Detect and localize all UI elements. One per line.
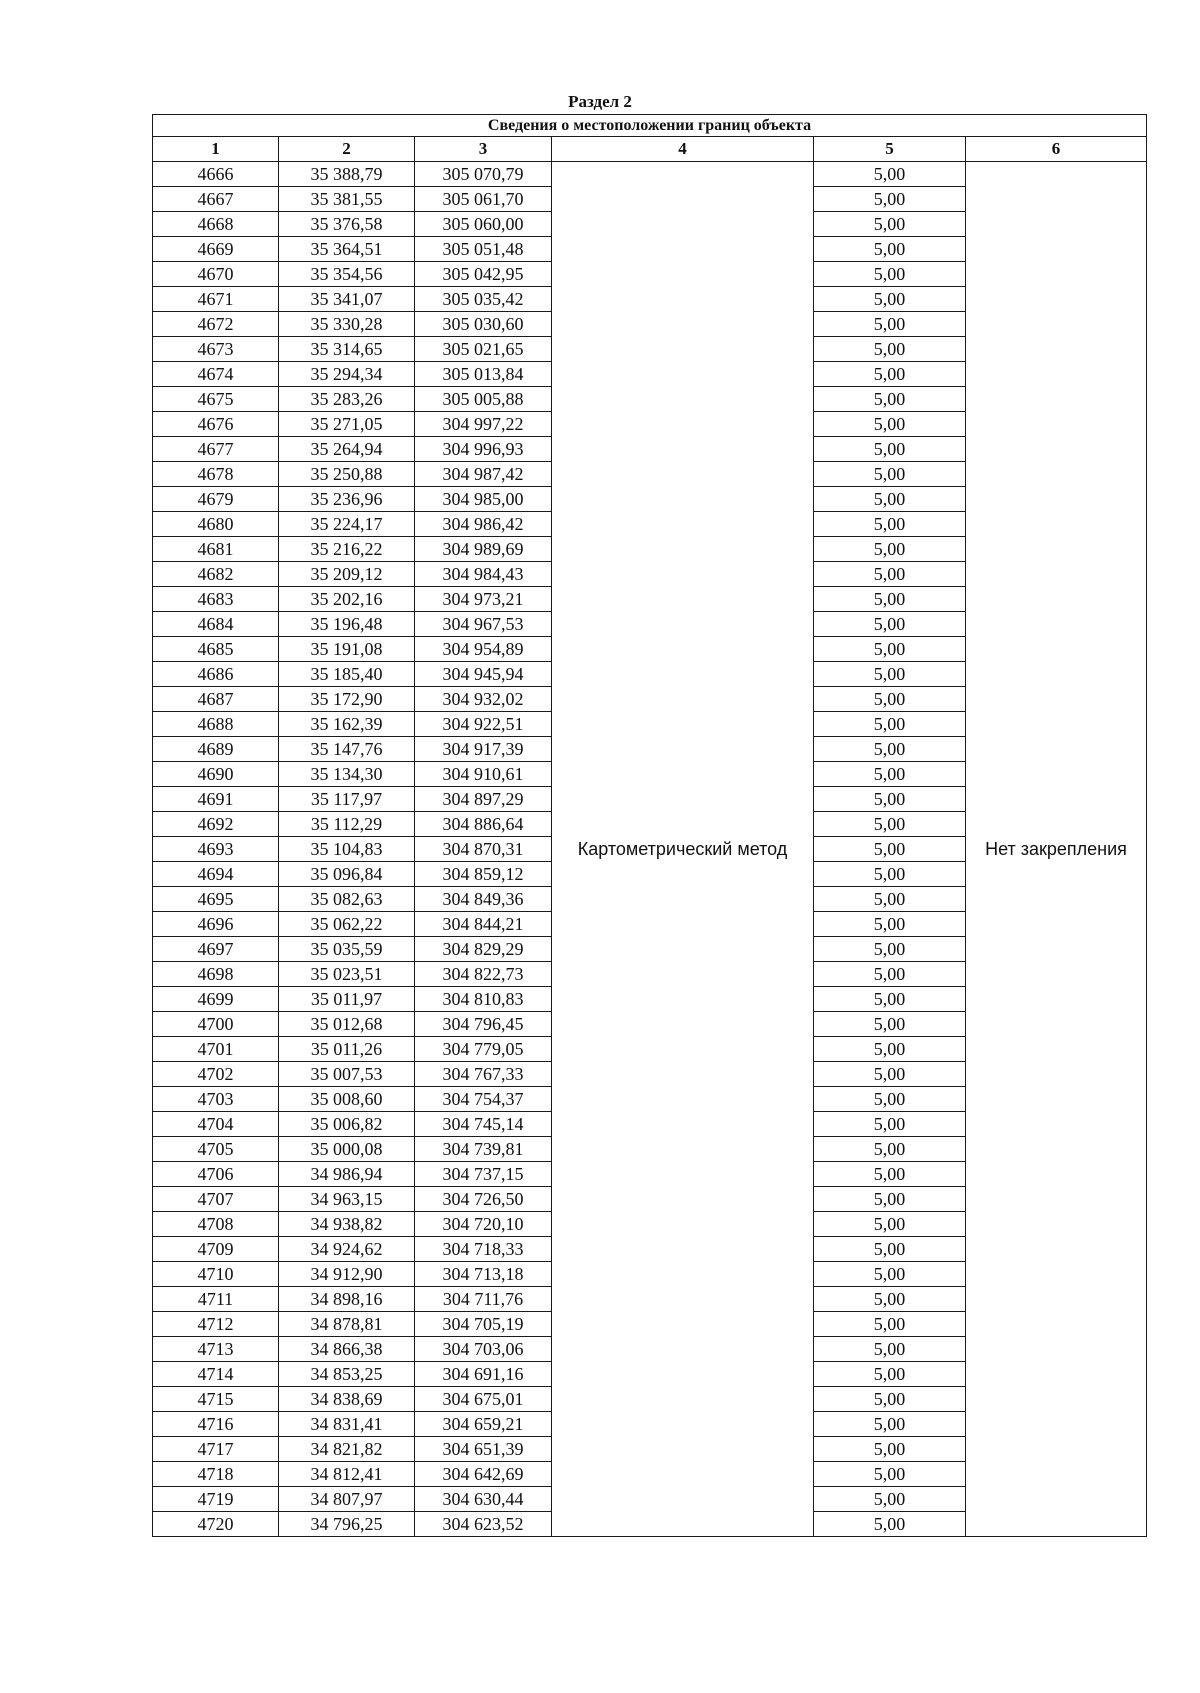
point-number-cell: 4691	[153, 787, 279, 812]
precision-cell: 5,00	[814, 637, 966, 662]
x-coordinate-cell: 35 011,26	[279, 1037, 415, 1062]
y-coordinate-cell: 304 954,89	[415, 637, 552, 662]
y-coordinate-cell: 304 739,81	[415, 1137, 552, 1162]
y-coordinate-cell: 304 659,21	[415, 1412, 552, 1437]
x-coordinate-cell: 35 023,51	[279, 962, 415, 987]
x-coordinate-cell: 35 283,26	[279, 387, 415, 412]
y-coordinate-cell: 304 705,19	[415, 1312, 552, 1337]
x-coordinate-cell: 34 924,62	[279, 1237, 415, 1262]
precision-cell: 5,00	[814, 587, 966, 612]
precision-cell: 5,00	[814, 312, 966, 337]
point-number-cell: 4687	[153, 687, 279, 712]
x-coordinate-cell: 35 172,90	[279, 687, 415, 712]
precision-cell: 5,00	[814, 887, 966, 912]
column-number-1: 1	[153, 137, 279, 162]
precision-cell: 5,00	[814, 1462, 966, 1487]
x-coordinate-cell: 35 236,96	[279, 487, 415, 512]
x-coordinate-cell: 35 202,16	[279, 587, 415, 612]
x-coordinate-cell: 35 008,60	[279, 1087, 415, 1112]
precision-cell: 5,00	[814, 1012, 966, 1037]
y-coordinate-cell: 304 987,42	[415, 462, 552, 487]
precision-cell: 5,00	[814, 212, 966, 237]
point-number-cell: 4679	[153, 487, 279, 512]
y-coordinate-cell: 305 051,48	[415, 237, 552, 262]
x-coordinate-cell: 35 364,51	[279, 237, 415, 262]
x-coordinate-cell: 35 376,58	[279, 212, 415, 237]
column-number-2: 2	[279, 137, 415, 162]
x-coordinate-cell: 35 294,34	[279, 362, 415, 387]
y-coordinate-cell: 305 042,95	[415, 262, 552, 287]
y-coordinate-cell: 304 726,50	[415, 1187, 552, 1212]
y-coordinate-cell: 304 917,39	[415, 737, 552, 762]
x-coordinate-cell: 35 006,82	[279, 1112, 415, 1137]
precision-cell: 5,00	[814, 1412, 966, 1437]
point-number-cell: 4713	[153, 1337, 279, 1362]
x-coordinate-cell: 35 035,59	[279, 937, 415, 962]
precision-cell: 5,00	[814, 912, 966, 937]
point-number-cell: 4671	[153, 287, 279, 312]
y-coordinate-cell: 304 996,93	[415, 437, 552, 462]
y-coordinate-cell: 304 932,02	[415, 687, 552, 712]
point-number-cell: 4693	[153, 837, 279, 862]
x-coordinate-cell: 34 963,15	[279, 1187, 415, 1212]
point-number-cell: 4696	[153, 912, 279, 937]
x-coordinate-cell: 34 807,97	[279, 1487, 415, 1512]
x-coordinate-cell: 34 938,82	[279, 1212, 415, 1237]
precision-cell: 5,00	[814, 937, 966, 962]
precision-cell: 5,00	[814, 687, 966, 712]
y-coordinate-cell: 304 897,29	[415, 787, 552, 812]
precision-cell: 5,00	[814, 1137, 966, 1162]
y-coordinate-cell: 305 013,84	[415, 362, 552, 387]
precision-cell: 5,00	[814, 987, 966, 1012]
precision-cell: 5,00	[814, 962, 966, 987]
section-title: Раздел 2	[568, 92, 632, 111]
x-coordinate-cell: 34 838,69	[279, 1387, 415, 1412]
precision-cell: 5,00	[814, 712, 966, 737]
y-coordinate-cell: 304 810,83	[415, 987, 552, 1012]
y-coordinate-cell: 304 691,16	[415, 1362, 552, 1387]
precision-cell: 5,00	[814, 1162, 966, 1187]
y-coordinate-cell: 304 844,21	[415, 912, 552, 937]
y-coordinate-cell: 305 061,70	[415, 187, 552, 212]
y-coordinate-cell: 304 718,33	[415, 1237, 552, 1262]
point-number-cell: 4686	[153, 662, 279, 687]
point-number-cell: 4676	[153, 412, 279, 437]
point-number-cell: 4683	[153, 587, 279, 612]
x-coordinate-cell: 35 134,30	[279, 762, 415, 787]
y-coordinate-cell: 304 985,00	[415, 487, 552, 512]
y-coordinate-cell: 304 973,21	[415, 587, 552, 612]
precision-cell: 5,00	[814, 1212, 966, 1237]
x-coordinate-cell: 34 812,41	[279, 1462, 415, 1487]
point-number-cell: 4699	[153, 987, 279, 1012]
table-body	[153, 162, 1147, 1537]
x-coordinate-cell: 35 000,08	[279, 1137, 415, 1162]
point-number-cell: 4717	[153, 1437, 279, 1462]
y-coordinate-cell: 305 030,60	[415, 312, 552, 337]
precision-cell: 5,00	[814, 162, 966, 187]
point-number-cell: 4701	[153, 1037, 279, 1062]
precision-cell: 5,00	[814, 387, 966, 412]
x-coordinate-cell: 35 117,97	[279, 787, 415, 812]
x-coordinate-cell: 35 012,68	[279, 1012, 415, 1037]
point-number-cell: 4673	[153, 337, 279, 362]
point-number-cell: 4680	[153, 512, 279, 537]
y-coordinate-cell: 304 967,53	[415, 612, 552, 637]
y-coordinate-cell: 305 035,42	[415, 287, 552, 312]
precision-cell: 5,00	[814, 537, 966, 562]
point-number-cell: 4714	[153, 1362, 279, 1387]
x-coordinate-cell: 34 898,16	[279, 1287, 415, 1312]
precision-cell: 5,00	[814, 412, 966, 437]
y-coordinate-cell: 304 779,05	[415, 1037, 552, 1062]
point-number-cell: 4685	[153, 637, 279, 662]
precision-cell: 5,00	[814, 262, 966, 287]
precision-cell: 5,00	[814, 362, 966, 387]
x-coordinate-cell: 35 250,88	[279, 462, 415, 487]
point-number-cell: 4706	[153, 1162, 279, 1187]
precision-cell: 5,00	[814, 1512, 966, 1537]
point-number-cell: 4670	[153, 262, 279, 287]
y-coordinate-cell: 304 870,31	[415, 837, 552, 862]
y-coordinate-cell: 304 986,42	[415, 512, 552, 537]
y-coordinate-cell: 304 711,76	[415, 1287, 552, 1312]
precision-cell: 5,00	[814, 1237, 966, 1262]
precision-cell: 5,00	[814, 1337, 966, 1362]
point-number-cell: 4720	[153, 1512, 279, 1537]
point-number-cell: 4695	[153, 887, 279, 912]
y-coordinate-cell: 304 886,64	[415, 812, 552, 837]
point-number-cell: 4684	[153, 612, 279, 637]
point-number-cell: 4715	[153, 1387, 279, 1412]
precision-cell: 5,00	[814, 337, 966, 362]
x-coordinate-cell: 35 082,63	[279, 887, 415, 912]
table-caption: Сведения о местоположении границ объекта	[153, 115, 1147, 137]
point-number-cell: 4705	[153, 1137, 279, 1162]
x-coordinate-cell: 35 314,65	[279, 337, 415, 362]
precision-cell: 5,00	[814, 562, 966, 587]
point-number-cell: 4677	[153, 437, 279, 462]
precision-cell: 5,00	[814, 1062, 966, 1087]
x-coordinate-cell: 35 271,05	[279, 412, 415, 437]
precision-cell: 5,00	[814, 762, 966, 787]
boundary-coordinates-table	[152, 114, 1147, 1537]
precision-cell: 5,00	[814, 1262, 966, 1287]
x-coordinate-cell: 35 062,22	[279, 912, 415, 937]
precision-cell: 5,00	[814, 1287, 966, 1312]
x-coordinate-cell: 35 112,29	[279, 812, 415, 837]
precision-cell: 5,00	[814, 737, 966, 762]
precision-cell: 5,00	[814, 1312, 966, 1337]
point-number-cell: 4672	[153, 312, 279, 337]
precision-cell: 5,00	[814, 1187, 966, 1212]
x-coordinate-cell: 34 796,25	[279, 1512, 415, 1537]
x-coordinate-cell: 34 821,82	[279, 1437, 415, 1462]
point-number-cell: 4690	[153, 762, 279, 787]
x-coordinate-cell: 35 341,07	[279, 287, 415, 312]
x-coordinate-cell: 35 354,56	[279, 262, 415, 287]
point-number-cell: 4704	[153, 1112, 279, 1137]
y-coordinate-cell: 304 703,06	[415, 1337, 552, 1362]
x-coordinate-cell: 35 381,55	[279, 187, 415, 212]
y-coordinate-cell: 304 675,01	[415, 1387, 552, 1412]
x-coordinate-cell: 35 096,84	[279, 862, 415, 887]
point-number-cell: 4694	[153, 862, 279, 887]
precision-cell: 5,00	[814, 1487, 966, 1512]
y-coordinate-cell: 305 060,00	[415, 212, 552, 237]
point-number-cell: 4669	[153, 237, 279, 262]
y-coordinate-cell: 304 910,61	[415, 762, 552, 787]
table-row	[153, 162, 1147, 187]
precision-cell: 5,00	[814, 437, 966, 462]
x-coordinate-cell: 35 209,12	[279, 562, 415, 587]
x-coordinate-cell: 35 216,22	[279, 537, 415, 562]
point-number-cell: 4716	[153, 1412, 279, 1437]
y-coordinate-cell: 305 070,79	[415, 162, 552, 187]
y-coordinate-cell: 304 796,45	[415, 1012, 552, 1037]
x-coordinate-cell: 35 185,40	[279, 662, 415, 687]
column-number-5: 5	[814, 137, 966, 162]
y-coordinate-cell: 305 005,88	[415, 387, 552, 412]
point-number-cell: 4681	[153, 537, 279, 562]
x-coordinate-cell: 35 330,28	[279, 312, 415, 337]
y-coordinate-cell: 304 767,33	[415, 1062, 552, 1087]
y-coordinate-cell: 304 737,15	[415, 1162, 552, 1187]
point-number-cell: 4675	[153, 387, 279, 412]
point-number-cell: 4668	[153, 212, 279, 237]
x-coordinate-cell: 35 104,83	[279, 837, 415, 862]
point-number-cell: 4678	[153, 462, 279, 487]
x-coordinate-cell: 35 147,76	[279, 737, 415, 762]
column-number-3: 3	[415, 137, 552, 162]
point-number-cell: 4702	[153, 1062, 279, 1087]
precision-cell: 5,00	[814, 862, 966, 887]
precision-cell: 5,00	[814, 1112, 966, 1137]
point-number-cell: 4698	[153, 962, 279, 987]
precision-cell: 5,00	[814, 487, 966, 512]
y-coordinate-cell: 304 754,37	[415, 1087, 552, 1112]
point-number-cell: 4708	[153, 1212, 279, 1237]
precision-cell: 5,00	[814, 1387, 966, 1412]
x-coordinate-cell: 34 912,90	[279, 1262, 415, 1287]
y-coordinate-cell: 304 989,69	[415, 537, 552, 562]
precision-cell: 5,00	[814, 837, 966, 862]
y-coordinate-cell: 304 822,73	[415, 962, 552, 987]
y-coordinate-cell: 304 922,51	[415, 712, 552, 737]
column-number-6: 6	[966, 137, 1147, 162]
point-number-cell: 4712	[153, 1312, 279, 1337]
y-coordinate-cell: 304 630,44	[415, 1487, 552, 1512]
x-coordinate-cell: 34 853,25	[279, 1362, 415, 1387]
column-number-4: 4	[552, 137, 814, 162]
y-coordinate-cell: 304 984,43	[415, 562, 552, 587]
precision-cell: 5,00	[814, 662, 966, 687]
x-coordinate-cell: 35 191,08	[279, 637, 415, 662]
y-coordinate-cell: 304 713,18	[415, 1262, 552, 1287]
y-coordinate-cell: 304 745,14	[415, 1112, 552, 1137]
precision-cell: 5,00	[814, 187, 966, 212]
y-coordinate-cell: 304 642,69	[415, 1462, 552, 1487]
y-coordinate-cell: 304 945,94	[415, 662, 552, 687]
precision-cell: 5,00	[814, 237, 966, 262]
x-coordinate-cell: 34 986,94	[279, 1162, 415, 1187]
point-number-cell: 4709	[153, 1237, 279, 1262]
x-coordinate-cell: 35 162,39	[279, 712, 415, 737]
x-coordinate-cell: 35 196,48	[279, 612, 415, 637]
x-coordinate-cell: 34 878,81	[279, 1312, 415, 1337]
point-number-cell: 4707	[153, 1187, 279, 1212]
point-number-cell: 4689	[153, 737, 279, 762]
point-number-cell: 4719	[153, 1487, 279, 1512]
precision-cell: 5,00	[814, 1437, 966, 1462]
x-coordinate-cell: 35 224,17	[279, 512, 415, 537]
precision-cell: 5,00	[814, 812, 966, 837]
x-coordinate-cell: 35 388,79	[279, 162, 415, 187]
point-number-cell: 4688	[153, 712, 279, 737]
point-number-cell: 4666	[153, 162, 279, 187]
y-coordinate-cell: 304 997,22	[415, 412, 552, 437]
x-coordinate-cell: 34 866,38	[279, 1337, 415, 1362]
precision-cell: 5,00	[814, 1362, 966, 1387]
point-number-cell: 4697	[153, 937, 279, 962]
point-number-cell: 4710	[153, 1262, 279, 1287]
y-coordinate-cell: 304 849,36	[415, 887, 552, 912]
method-cell: Картометрический метод	[552, 162, 814, 1537]
precision-cell: 5,00	[814, 612, 966, 637]
point-number-cell: 4674	[153, 362, 279, 387]
fixing-cell: Нет закрепления	[966, 162, 1147, 1537]
point-number-cell: 4667	[153, 187, 279, 212]
y-coordinate-cell: 305 021,65	[415, 337, 552, 362]
y-coordinate-cell: 304 651,39	[415, 1437, 552, 1462]
y-coordinate-cell: 304 623,52	[415, 1512, 552, 1537]
x-coordinate-cell: 34 831,41	[279, 1412, 415, 1437]
point-number-cell: 4711	[153, 1287, 279, 1312]
point-number-cell: 4692	[153, 812, 279, 837]
precision-cell: 5,00	[814, 462, 966, 487]
precision-cell: 5,00	[814, 787, 966, 812]
column-number-row	[153, 137, 1147, 162]
x-coordinate-cell: 35 011,97	[279, 987, 415, 1012]
precision-cell: 5,00	[814, 1087, 966, 1112]
x-coordinate-cell: 35 007,53	[279, 1062, 415, 1087]
point-number-cell: 4682	[153, 562, 279, 587]
precision-cell: 5,00	[814, 1037, 966, 1062]
y-coordinate-cell: 304 859,12	[415, 862, 552, 887]
point-number-cell: 4700	[153, 1012, 279, 1037]
precision-cell: 5,00	[814, 512, 966, 537]
point-number-cell: 4703	[153, 1087, 279, 1112]
point-number-cell: 4718	[153, 1462, 279, 1487]
y-coordinate-cell: 304 720,10	[415, 1212, 552, 1237]
precision-cell: 5,00	[814, 287, 966, 312]
table-caption-row	[153, 115, 1147, 137]
y-coordinate-cell: 304 829,29	[415, 937, 552, 962]
x-coordinate-cell: 35 264,94	[279, 437, 415, 462]
